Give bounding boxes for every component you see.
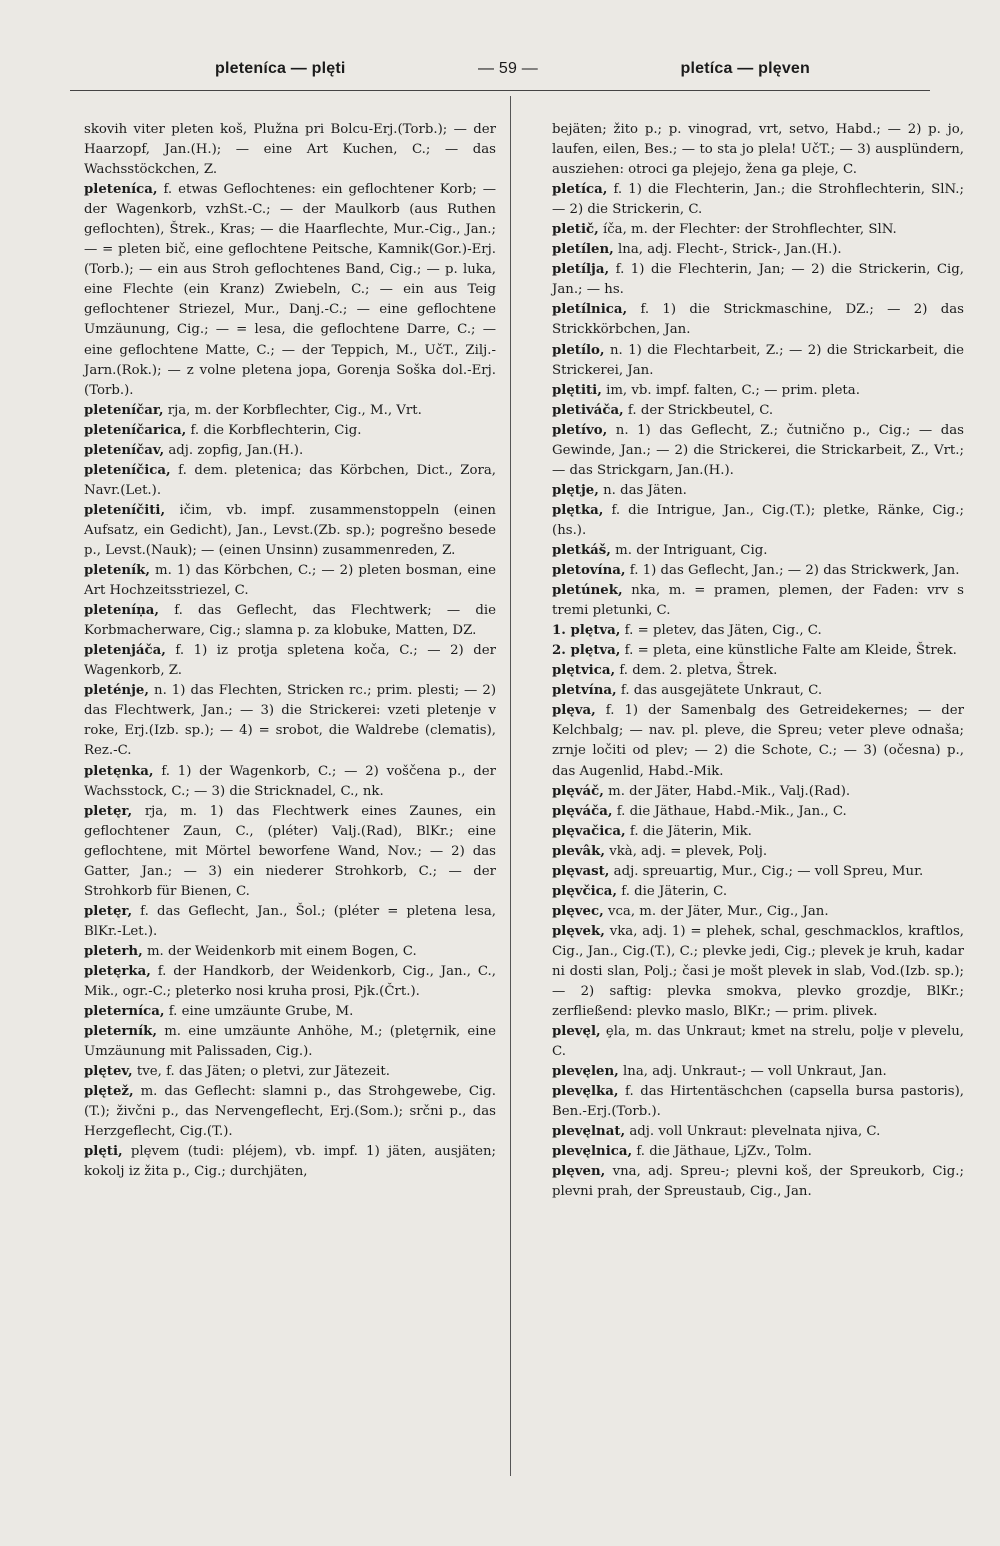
dictionary-entry: [552, 1162, 964, 1202]
entry-definition: f. 1) das Geflecht, Jan.; — 2) das Strickwerk, Jan.: [629, 563, 960, 579]
dictionary-entry: [552, 561, 964, 581]
entry-definition: nka, m. = pramen, plemen, der Faden: vrv s tremi pletunki, C.: [552, 583, 964, 619]
entry-headword: plevęlnat,: [552, 1124, 626, 1140]
dictionary-entry: [84, 1062, 496, 1082]
entry-definition: vna, adj. Spreu-; plevni koš, der Spreukorb, Cig.; plevni prah, der Spreustaub, Cig., Jan.: [552, 1164, 965, 1200]
entry-definition: f. 1) der Samenbalg des Getreidekernes; — der Kelchbalg; — nav. pl. pleve, die Spreu; veter pleve odnaša; zrnje ločiti od plev; — 2) die Schote, C.; — 3) (očesna) p., das Augenlid, Habd.-Mik.: [552, 703, 964, 779]
entry-headword: plęvek,: [552, 923, 605, 939]
entry-headword: plętev,: [84, 1064, 133, 1080]
entry-headword: plętvica,: [552, 663, 616, 679]
dictionary-entry: [84, 641, 496, 681]
dictionary-entry: [84, 1002, 496, 1022]
entry-headword: plevęlka,: [552, 1084, 619, 1100]
dictionary-entry: [552, 802, 964, 822]
dictionary-entry: [552, 180, 964, 220]
entry-definition: n. das Jäten.: [603, 482, 687, 498]
entry-definition: f. 1) iz protja spletena koča, C.; — 2) der Wagenkorb, Z.: [84, 643, 496, 679]
entry-definition: f. eine umzäunte Grube, M.: [168, 1004, 354, 1020]
dictionary-entry: [552, 1082, 964, 1122]
dictionary-entry: [552, 701, 964, 781]
header-left-guideword: pleteníca — plęti: [215, 60, 346, 77]
entry-definition: f. die Jäthaue, LjZv., Tolm.: [636, 1144, 812, 1160]
entry-definition: m. 1) das Körbchen, C.; — 2) pleten bosman, eine Art Hochzeitsstriezel, C.: [84, 563, 497, 599]
entry-definition: m. eine umzäunte Anhöhe, M.; (pletḙrnik, eine Umzäunung mit Palissaden, Cig.).: [84, 1024, 496, 1060]
entry-definition: bejäten; žito p.; p. vinograd, vrt, setvo, Habd.; — 2) p. jo, laufen, eilen, Bes.; — to sta jo plela! UčT.; — 3) ausplündern, ausziehen: otroci ga plejejo, žena ga pleje, C.: [552, 122, 964, 178]
entry-definition: m. der Intriguant, Cig.: [615, 542, 768, 558]
entry-definition: vkà, adj. = plevek, Polj.: [609, 843, 768, 859]
entry-definition: f. die Jäthaue, Habd.-Mik., Jan., C.: [616, 803, 847, 819]
dictionary-entry: [552, 260, 964, 300]
entry-definition: vka, adj. 1) = plehek, schal, geschmacklos, kraftlos, Cig., Jan., Cig.(T.), C.; plevke jedi, Cig.; plevek je kruh, kadar ni dosti slan, Polj.; časi je mošt plevek in slab, Vod.(Izb. sp.); — 2) saftig: plevka smokva, plevko grozdje, BlKr.; zerfließend: plevko maslo, BlKr.; — prim. plivek.: [552, 923, 964, 1020]
entry-headword: plevâk,: [552, 843, 605, 859]
entry-headword: pletíca,: [552, 182, 608, 198]
entry-definition: f. die Jäterin, Mik.: [629, 823, 752, 839]
dictionary-entry: [84, 962, 496, 1002]
entry-headword: pletkáš,: [552, 542, 611, 558]
entry-definition: f. der Strickbeutel, C.: [627, 402, 774, 418]
dictionary-entry: [84, 561, 496, 601]
entry-headword: pletiváča,: [552, 402, 624, 418]
dictionary-entry: [552, 782, 964, 802]
entry-headword: plętež,: [84, 1084, 134, 1100]
entry-headword: pletúnek,: [552, 583, 623, 599]
dictionary-entry: [84, 1142, 496, 1182]
dictionary-entry: [84, 401, 496, 421]
entry-definition: n. 1) die Flechtarbeit, Z.; — 2) die Strickarbeit, die Strickerei, Jan.: [552, 342, 964, 378]
entry-headword: pleterník,: [84, 1024, 157, 1040]
dictionary-entry: [552, 501, 964, 541]
entry-definition: rja, m. der Korbflechter, Cig., M., Vrt.: [167, 402, 422, 418]
entry-headword: plevęlnica,: [552, 1144, 633, 1160]
entry-definition: f. die Jäterin, C.: [621, 883, 728, 899]
entry-headword: pletívo,: [552, 422, 608, 438]
entry-headword: pletílja,: [552, 262, 610, 278]
entry-definition: f. das Hirtentäschchen (capsella bursa pastoris), Ben.-Erj.(Torb.).: [552, 1084, 964, 1120]
dictionary-entry: [552, 681, 964, 701]
dictionary-entry: [552, 541, 964, 561]
dictionary-entry: [552, 842, 964, 862]
entry-headword: plevęl,: [552, 1024, 601, 1040]
dictionary-entry: [84, 762, 496, 802]
entry-headword: plęvačica,: [552, 823, 626, 839]
entry-headword: plęvast,: [552, 863, 610, 879]
entry-headword: pletenjáča,: [84, 643, 166, 659]
dictionary-entry: [84, 1082, 496, 1142]
header-rule: [70, 90, 930, 91]
entry-definition: f. die Korbflechterin, Cig.: [190, 422, 362, 438]
dictionary-entry: [552, 822, 964, 842]
entry-headword: plęvčica,: [552, 883, 618, 899]
entry-headword: pletvína,: [552, 683, 617, 699]
entry-definition: m. der Jäter, Habd.-Mik., Valj.(Rad).: [608, 783, 851, 799]
entry-definition: f. der Handkorb, der Weidenkorb, Cig., Jan., C., Mik., ogr.-C.; pleterko nosi kruha prosi, Pjk.(Črt.).: [84, 963, 496, 1000]
entry-headword: pleteníca,: [84, 182, 158, 198]
right-column: [552, 120, 964, 1203]
entry-definition: im, vb. impf. falten, C.; — prim. pleta.: [606, 382, 860, 398]
entry-headword: plętiti,: [552, 382, 602, 398]
entry-definition: adj. zopfig, Jan.(H.).: [168, 442, 304, 458]
dictionary-entry: [552, 381, 964, 401]
entry-headword: plęváč,: [552, 783, 604, 799]
dictionary-entry: [552, 862, 964, 882]
entry-definition: m. der Weidenkorb mit einem Bogen, C.: [146, 943, 417, 959]
page-number: — 59 —: [478, 60, 538, 77]
entry-headword: plętka,: [552, 502, 604, 518]
entry-definition: f. 1) die Flechterin, Jan; — 2) die Strickerin, Cig, Jan.; — hs.: [552, 262, 964, 298]
dictionary-entry: [552, 481, 964, 501]
dictionary-entry: [552, 220, 964, 240]
dictionary-entry: [552, 661, 964, 681]
entry-headword: pletílnica,: [552, 302, 628, 318]
dictionary-entry: [552, 421, 964, 481]
entry-definition: m. das Geflecht: slamni p., das Strohgewebe, Cig.(T.); živčni p., das Nervengeflecht, Erj.(Som.); srčni p., das Herzgeflecht, Cig.(T.).: [84, 1084, 496, 1140]
dictionary-entry: [552, 240, 964, 260]
dictionary-entry: [552, 300, 964, 340]
dictionary-entry: [552, 621, 964, 641]
dictionary-entry: [84, 421, 496, 441]
entry-definition: f. das Geflecht, das Flechtwerk; — die Korbmacherware, Cig.; slamna p. za klobuke, Matten, DZ.: [84, 603, 496, 639]
entry-headword: plęven,: [552, 1164, 606, 1180]
dictionary-entry: [84, 601, 496, 641]
dictionary-entry: [552, 581, 964, 621]
dictionary-entry: [552, 1022, 964, 1062]
entry-definition: ičim, vb. impf. zusammenstoppeln (einen Aufsatz, ein Gedicht), Jan., Levst.(Zb. sp.); pogrešno besede p., Levst.(Nauk); — (einen Unsinn) zusammenreden, Z.: [84, 502, 496, 558]
entry-definition: n. 1) das Geflecht, Z.; čutnično p., Cig.; — das Gewinde, Jan.; — 2) die Strickerei, die Strickarbeit, Z., Vrt.; — das Strickgarn, Jan.(H.).: [552, 422, 965, 478]
dictionary-entry: [552, 1122, 964, 1142]
entry-headword: pletílen,: [552, 242, 614, 258]
entry-headword: plęvec,: [552, 903, 604, 919]
entry-definition: f. etwas Geflochtenes: ein geflochtener Korb; — der Wagenkorb, vzhSt.-C.; — der Maulkorb (aus Ruthen geflochten), Štrek., Kras; — die Haarflechte, Mur.-Cig., Jan.; — = pleten bič, eine geflochtene Peitsche, Kamnik(Gor.)-Erj.(Torb.); — ein aus Stroh geflochtenes Band, Cig.; — p. luka, eine Flechte (ein Kranz) Zwiebeln, C.; — ein aus Teig geflochtener Striezel, Mur., Danj.-C.; — eine geflochtene Umzäunung, Cig.; — = lesa, die geflochtene Darre, C.; — eine geflochtene Matte, C.; — der Teppich, M., UčT., Zilj.-Jarn.(Rok.); — z volne pletena jopa, Gorenja Soška dol.-Erj.(Torb.).: [84, 182, 496, 398]
entry-headword: pleteník,: [84, 563, 150, 579]
entry-definition: f. 1) der Wagenkorb, C.; — 2) voščena p., der Wachsstock, C.; — 3) die Stricknadel, C., nk.: [84, 763, 496, 799]
entry-definition: f. das Geflecht, Jan., Šol.; (pléter = pletena lesa, BlKr.-Let.).: [84, 903, 496, 939]
dictionary-entry: [84, 1022, 496, 1062]
entry-headword: plevęlen,: [552, 1064, 619, 1080]
dictionary-entry: [552, 1142, 964, 1162]
dictionary-entry: [552, 882, 964, 902]
dictionary-entry: [84, 501, 496, 561]
dictionary-entry: [552, 1062, 964, 1082]
entry-definition: f. die Intrigue, Jan., Cig.(T.); pletke, Ränke, Cig.; (hs.).: [552, 502, 964, 538]
dictionary-entry: [84, 802, 496, 902]
entry-definition: lna, adj. Unkraut-; — voll Unkraut, Jan.: [623, 1064, 887, 1080]
entry-definition: f. = pletev, das Jäten, Cig., C.: [624, 623, 822, 639]
entry-headword: pletílo,: [552, 342, 605, 358]
dictionary-entry: [84, 942, 496, 962]
entry-definition: f. dem. 2. pletva, Štrek.: [619, 663, 778, 679]
entry-headword: pleterh,: [84, 943, 143, 959]
entry-headword: pleténje,: [84, 683, 149, 699]
entry-definition: n. 1) das Flechten, Stricken rc.; prim. plesti; — 2) das Flechtwerk, Jan.; — 3) die Strickerei: vzeti pletenje v roke, Erj.(Izb. sp.); — 4) = srobot, die Waldrebe (clematis), Rez.-C.: [84, 683, 497, 759]
dictionary-entry: [552, 341, 964, 381]
entry-headword: pletęnka,: [84, 763, 154, 779]
entry-definition: adj. spreuartig, Mur., Cig.; — voll Spreu, Mur.: [613, 863, 924, 879]
entry-headword: pletovína,: [552, 563, 626, 579]
entry-headword: pletęrka,: [84, 963, 151, 979]
entry-headword: 2. plętva,: [552, 643, 621, 659]
entry-headword: pleteníčiti,: [84, 502, 166, 518]
entry-definition: adj. voll Unkraut: plevelnata njiva, C.: [629, 1124, 881, 1140]
entry-headword: plętje,: [552, 482, 599, 498]
dictionary-entry: [552, 902, 964, 922]
entry-headword: pleteníčarica,: [84, 422, 187, 438]
entry-headword: pletič,: [552, 222, 599, 238]
entry-headword: pleteníčav,: [84, 442, 165, 458]
dictionary-entry: [552, 401, 964, 421]
dictionary-entry: [552, 641, 964, 661]
dictionary-entry: [84, 461, 496, 501]
entry-definition: f. = pleta, eine künstliche Falte am Kleide, Štrek.: [624, 643, 957, 659]
entry-definition: f. 1) die Flechterin, Jan.; die Strohflechterin, SlN.; — 2) die Strickerin, C.: [552, 182, 964, 218]
entry-definition: tve, f. das Jäten; o pletvi, zur Jätezeit.: [136, 1064, 390, 1080]
entry-definition: ȩla, m. das Unkraut; kmet na strelu, polje v plevelu, C.: [552, 1024, 964, 1060]
entry-headword: plęváča,: [552, 803, 613, 819]
entry-definition: skovih viter pleten koš, Plužna pri Bolcu-Erj.(Torb.); — der Haarzopf, Jan.(H.); — eine Art Kuchen, C.; — das Wachsstöckchen, Z.: [84, 122, 496, 178]
dictionary-entry: [84, 681, 496, 761]
column-divider: [510, 96, 511, 1476]
dictionary-entry: [552, 922, 964, 1022]
dictionary-entry: [552, 120, 964, 180]
entry-headword: pleteníčica,: [84, 462, 171, 478]
left-column: [84, 120, 496, 1182]
dictionary-entry: [84, 441, 496, 461]
header-right-guideword: pletíca — plęven: [680, 60, 810, 77]
entry-headword: 1. plętva,: [552, 623, 621, 639]
entry-definition: vca, m. der Jäter, Mur., Cig., Jan.: [607, 903, 829, 919]
entry-definition: rja, m. 1) das Flechtwerk eines Zaunes, ein geflochtener Zaun, C., (pléter) Valj.(Rad), BlKr.; eine geflochtene, mit Mörtel beworfene Wand, Nov.; — 2) das Gatter, Jan.; — 3) ein niederer Strohkorb, C.; — der Strohkorb für Bienen, C.: [84, 803, 496, 899]
dictionary-entry: [84, 120, 496, 180]
entry-headword: plęva,: [552, 703, 596, 719]
dictionary-entry: [84, 180, 496, 401]
entry-definition: f. das ausgejätete Unkraut, C.: [620, 683, 823, 699]
entry-definition: lna, adj. Flecht-, Strick-, Jan.(H.).: [618, 242, 842, 258]
entry-headword: pleteníčar,: [84, 402, 164, 418]
entry-definition: f. dem. pletenica; das Körbchen, Dict., Zora, Navr.(Let.).: [84, 462, 496, 498]
dictionary-entry: [84, 902, 496, 942]
entry-definition: íča, m. der Flechter: der Strohflechter, SlN.: [602, 222, 897, 238]
entry-headword: pleterníca,: [84, 1004, 165, 1020]
entry-headword: pleteníṇa,: [84, 603, 160, 619]
entry-headword: plęti,: [84, 1144, 123, 1160]
entry-headword: pletęr,: [84, 803, 133, 819]
entry-definition: plęvem (tudi: pléjem), vb. impf. 1) jäten, ausjäten; kokolj iz žita p., Cig.; durchjäten,: [84, 1144, 496, 1180]
entry-definition: f. 1) die Strickmaschine, DZ.; — 2) das Strickkörbchen, Jan.: [552, 302, 964, 338]
entry-headword: pletęr,: [84, 903, 133, 919]
page-header: [60, 56, 940, 88]
